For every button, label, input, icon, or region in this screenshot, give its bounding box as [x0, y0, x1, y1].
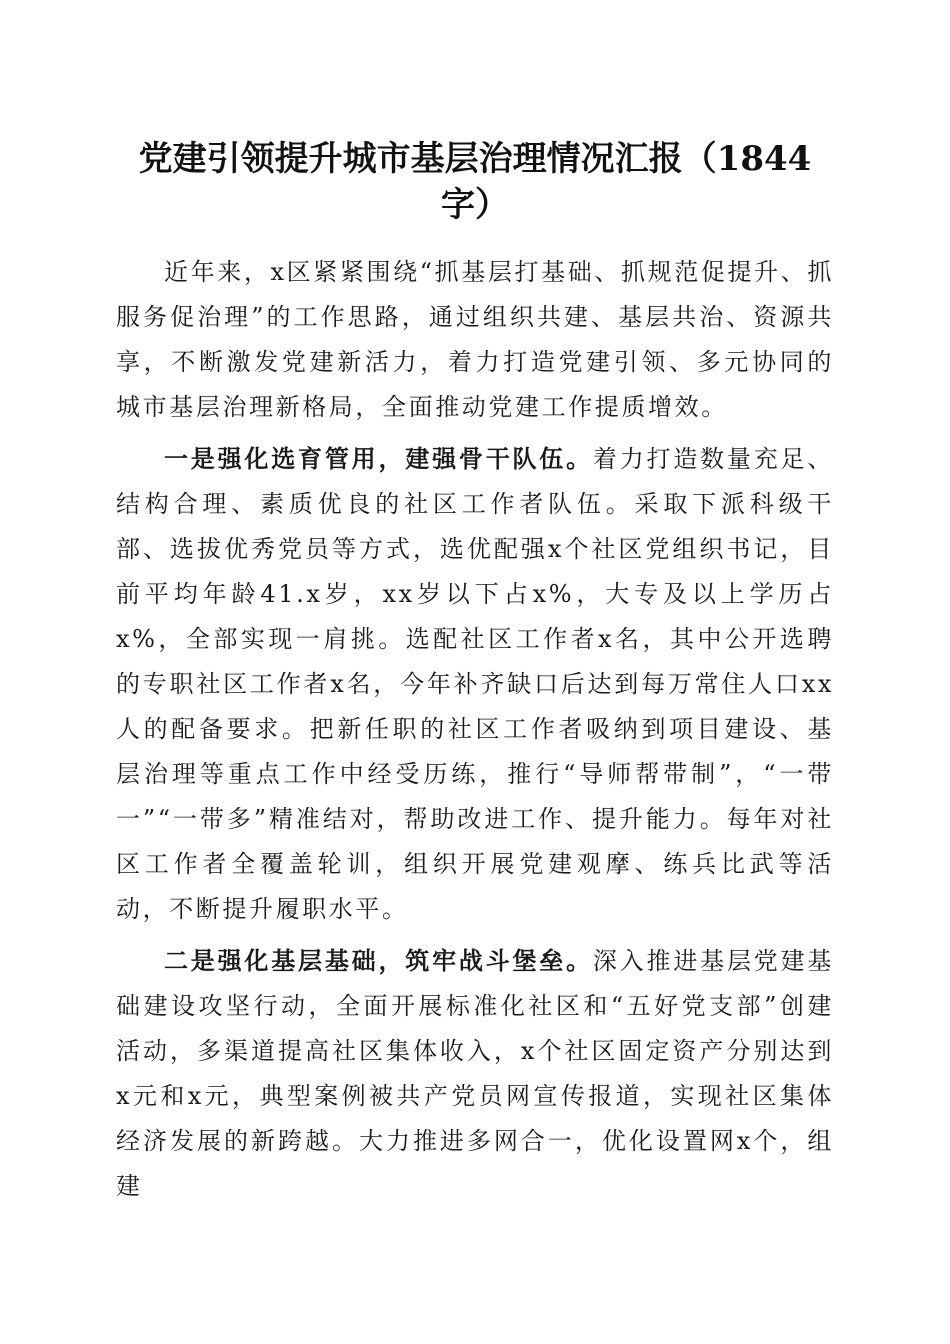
paragraph-lead: 一是强化选育管用，建强骨干队伍。 — [164, 444, 593, 473]
paragraph-text: 深入推进基层党建基础建设攻坚行动，全面开展标准化社区和“五好党支部”创建活动，多渠道提高社区集体收入，x个社区固定资产分别达到x元和x元，典型案例被共产党员网宣传报道，实现社区集体经济发展的新跨越。大力推进多网合一，优化设置网x个，组建 — [116, 947, 834, 1200]
document-body — [116, 250, 834, 1215]
document-title: 党建引领提升城市基层治理情况汇报（1844字） — [138, 139, 812, 225]
paragraph-text: 着力打造数量充足、结构合理、素质优良的社区工作者队伍。采取下派科级干部、选拔优秀党员等方式，选优配强x个社区党组织书记，目前平均年龄41.x岁，xx岁以下占x%，大专及以上学历占x%，全部实现一肩挑。选配社区工作者x名，其中公开选聘的专职社区工作者x名，今年补齐缺口后达到每万常住人口xx人的配备要求。把新任职的社区工作者吸纳到项目建设、基层治理等重点工作中经受历练，推行“导师帮带制”，“一带一”“一带多”精准结对，帮助改进工作、提升能力。每年对社区工作者全覆盖轮训，组织开展党建观摩、练兵比武等活动，不断提升履职水平。 — [116, 445, 834, 923]
paragraph-lead: 二是强化基层基础，筑牢战斗堡垒。 — [164, 946, 593, 975]
paragraph-cadre-team — [116, 436, 834, 932]
paragraph-intro — [116, 250, 834, 430]
paragraph-grassroots — [116, 938, 834, 1209]
paragraph-text: 近年来，x区紧紧围绕“抓基层打基础、抓规范促提升、抓服务促治理”的工作思路，通过组织共建、基层共治、资源共享，不断激发党建新活力，着力打造党建引领、多元协同的城市基层治理新格局，全面推动党建工作提质增效。 — [116, 258, 834, 421]
